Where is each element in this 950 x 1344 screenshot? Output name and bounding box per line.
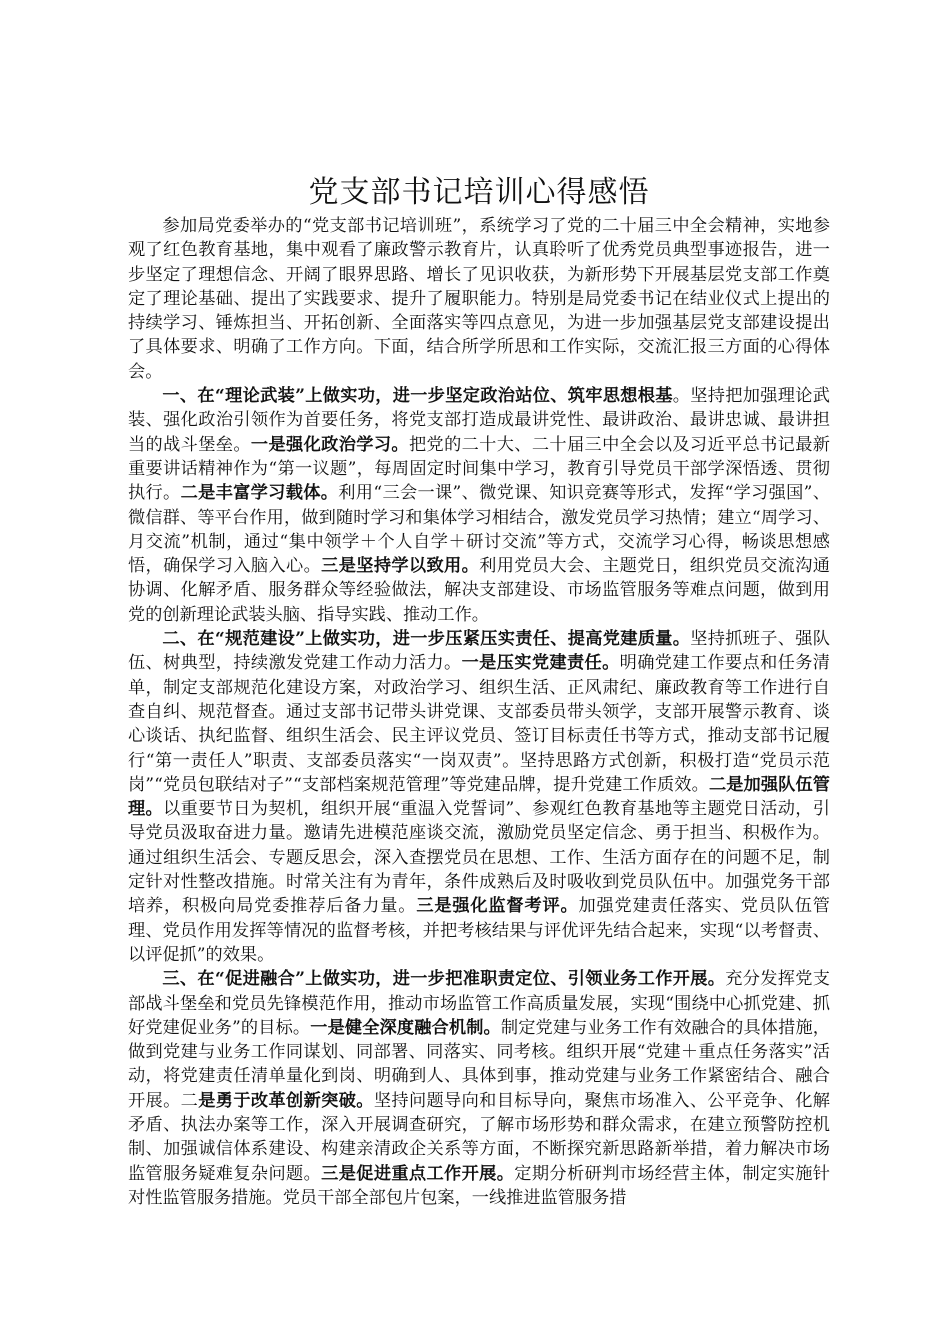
section-3-heading: 三、在“促进融合”上做实功，进一步把准职责定位、引领业务工作开展。 <box>162 969 726 990</box>
section-3-text-3: 坚持问题导向和目标导向，聚焦市场准入、公平竞争、化解矛盾、执法办案等工作，深入开展调查研究，了解市场形势和群众需求，在建立预警防控机制、加强诚信体系建设、构建亲清政企关系等方面，不断探究新思路新举措，着力解决市场监管服务疑难复杂问题。 <box>128 1090 830 1184</box>
section-2-point-3: 三是强化监督考评。 <box>416 896 579 917</box>
section-3-text-2: 制定党建与业务工作有效融合的具体措施，做到党建与业务工作同谋划、同部署、同落实、同考核。组织开展“党建＋重点任务落实”活动，将党建责任清单量化到岗、明确到人、具体到事，推动党建与业务工作紧密结合、融合开展。二 <box>128 1017 830 1111</box>
section-1-point-3: 三是坚持学以致用。 <box>321 556 480 577</box>
section-2-point-1: 一是压实党建责任。 <box>461 653 620 674</box>
intro-paragraph <box>128 214 830 384</box>
section-1-text-1: 。坚持把加强理论武装、强化政治引领作为首要任务，将党支部打造成最讲党性、最讲政治、最讲忠诚、最讲担当的战斗堡垒。 <box>128 386 830 455</box>
section-3-text-4: 定期分析研判市场经营主体，制定实施针对性监管服务措施。党员干部全部包片包案，一线推进监管服务措 <box>128 1163 830 1208</box>
section-2-paragraph <box>128 627 830 967</box>
section-3-point-3: 三是促进重点工作开展。 <box>321 1163 515 1184</box>
section-2-text-2: 明确党建工作要点和任务清单，制定支部规范化建设方案，对政治学习、组织生活、正风肃纪、廉政教育等工作进行自查自纠、规范督查。通过支部书记带头讲党课、支部委员带头领学，支部开展警示教育、谈心谈话、执纪监督、组织生活会、民主评议党员、签订目标责任书等方式，推动支部书记履行“第一责任人”职责、支部委员落实“一岗双责”。坚持思路方式创新，积极打造“党员示范岗”“党员包联结对子”“支部档案规范管理”等党建品牌，提升党建工作质效。 <box>128 653 830 795</box>
section-2-text-1: 坚持抓班子、强队伍、树典型，持续激发党建工作动力活力。 <box>128 629 830 674</box>
section-3-paragraph <box>128 967 830 1210</box>
section-3-point-1: 一是健全深度融合机制。 <box>310 1017 501 1038</box>
section-1-point-1: 一是强化政治学习。 <box>250 434 409 455</box>
section-3-point-2: 是勇于改革创新突破。 <box>198 1090 374 1111</box>
section-1-point-2: 二是丰富学习载体。 <box>180 483 339 504</box>
section-3-text-1: 充分发挥党支部战斗堡垒和党员先锋模范作用，推动市场监管工作高质量发展，实现“围绕中心抓党建、抓好党建促业务”的目标。 <box>128 969 830 1038</box>
intro-text: 参加局党委举办的“党支部书记培训班”，系统学习了党的二十届三中全会精神，实地参观了红色教育基地，集中观看了廉政警示教育片，认真聆听了优秀党员典型事迹报告，进一步坚定了理想信念、开阔了眼界思路、增长了见识收获，为新形势下开展基层党支部工作奠定了理论基础、提出了实践要求、提升了履职能力。特别是局党委书记在结业仪式上提出的持续学习、锤炼担当、开拓创新、全面落实等四点意见，为进一步加强基层党支部建设提出了具体要求、明确了工作方向。下面，结合所学所思和工作实际，交流汇报三方面的心得体会。 <box>128 216 830 382</box>
section-1-text-2: 把党的二十大、二十届三中全会以及习近平总书记最新重要讲话精神作为“第一议题”，每周固定时间集中学习，教育引导党员干部学深悟透、贯彻执行。 <box>128 434 830 504</box>
section-2-text-3: 以重要节日为契机，组织开展“重温入党誓词”、参观红色教育基地等主题党日活动，引导党员汲取奋进力量。邀请先进模范座谈交流，激励党员坚定信念、勇于担当、积极作为。通过组织生活会、专题反思会，深入查摆党员在思想、工作、生活方面存在的问题不足，制定针对性整改措施。时常关注有为青年，条件成熟后及时吸收到党员队伍中。加强党务干部培养，积极向局党委推荐后备力量。 <box>128 799 830 917</box>
document-title: 党支部书记培训心得感悟 <box>308 175 650 210</box>
section-1-paragraph <box>128 384 830 627</box>
section-2-text-4: 加强党建责任落实、党员队伍管理、党员作用发挥等情况的监督考核，并把考核结果与评优评先结合起来，实现“以考督责、以评促抓”的效果。 <box>128 896 830 965</box>
section-1-heading: 一、在“理论武装”上做实功，进一步坚定政治站位、筑牢思想根基 <box>162 386 673 407</box>
section-1-text-4: 利用党员大会、主题党日，组织党员交流沟通协调、化解矛盾、服务群众等经验做法，解决支部建设、市场监管服务等难点问题，做到用党的创新理论武装头脑、指导实践、推动工作。 <box>128 556 830 625</box>
section-2-point-2: 二是加强队伍管理。 <box>128 774 830 820</box>
section-2-heading: 二、在“规范建设”上做实功，进一步压紧压实责任、提高党建质量。 <box>162 629 691 650</box>
section-1-text-3: 利用“三会一课”、微党课、知识竞赛等形式，发挥“学习强国”、微信群、等平台作用，做到随时学习和集体学习相结合，激发党员学习热情；建立“周学习、月交流”机制，通过“集中领学＋个人自学＋研讨交流”等方式，交流学习心得，畅谈思想感悟，确保学习入脑入心。 <box>128 483 830 577</box>
document-page <box>128 174 830 1210</box>
